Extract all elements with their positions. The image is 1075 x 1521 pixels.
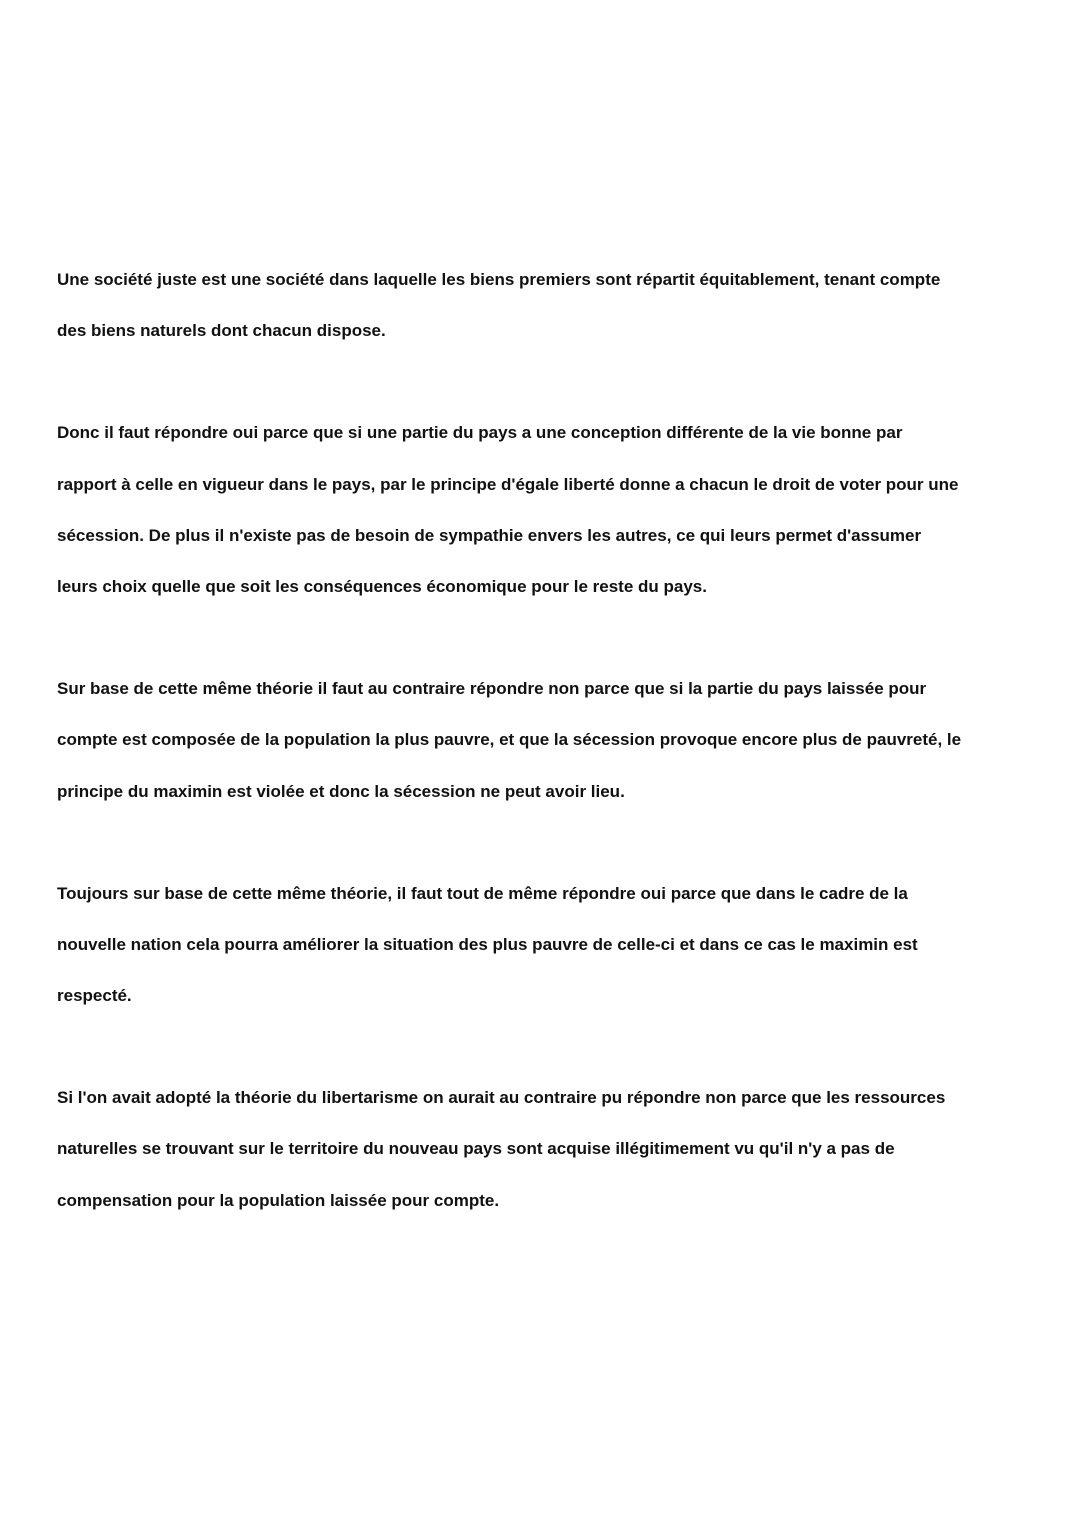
text-line: principe du maximin est violée et donc la sécession ne peut avoir lieu. xyxy=(57,781,625,801)
text-line: respecté. xyxy=(57,986,132,1006)
paragraph-5 xyxy=(57,1072,1032,1226)
paragraph-4 xyxy=(57,868,1032,1022)
text-line: nouvelle nation cela pourra améliorer la situation des plus pauvre de celle-ci et dans ce cas le maximin est xyxy=(57,934,918,954)
text-line: des biens naturels dont chacun dispose. xyxy=(57,321,386,341)
text-line: compte est composée de la population la plus pauvre, et que la sécession provoque encore plus de pauvreté, le xyxy=(57,730,962,750)
text-line: naturelles se trouvant sur le territoire du nouveau pays sont acquise illégitimement vu qu'il n'y a pas de xyxy=(57,1139,895,1159)
text-line: sécession. De plus il n'existe pas de besoin de sympathie envers les autres, ce qui leurs permet d'assumer xyxy=(57,525,922,545)
text-line: Si l'on avait adopté la théorie du libertarisme on aurait au contraire pu répondre non parce que les ressources xyxy=(57,1088,946,1108)
paragraph-2 xyxy=(57,407,1032,612)
text-line: Une société juste est une société dans laquelle les biens premiers sont répartit équitablement, tenant compte xyxy=(57,270,941,289)
paragraph-1 xyxy=(57,254,1032,356)
text-line: Donc il faut répondre oui parce que si une partie du pays a une conception différente de la vie bonne par xyxy=(57,423,903,443)
text-line: compensation pour la population laissée pour compte. xyxy=(57,1190,500,1210)
paragraph-3 xyxy=(57,663,1032,817)
text-line: Sur base de cette même théorie il faut au contraire répondre non parce que si la partie du pays laissée pour xyxy=(57,679,927,699)
document-body xyxy=(57,254,1032,1277)
text-line: Toujours sur base de cette même théorie, il faut tout de même répondre oui parce que dans le cadre de la xyxy=(57,883,908,903)
text-line: leurs choix quelle que soit les conséquences économique pour le reste du pays. xyxy=(57,576,707,596)
text-line: rapport à celle en vigueur dans le pays, par le principe d'égale liberté donne a chacun le droit de voter pour une xyxy=(57,474,959,494)
